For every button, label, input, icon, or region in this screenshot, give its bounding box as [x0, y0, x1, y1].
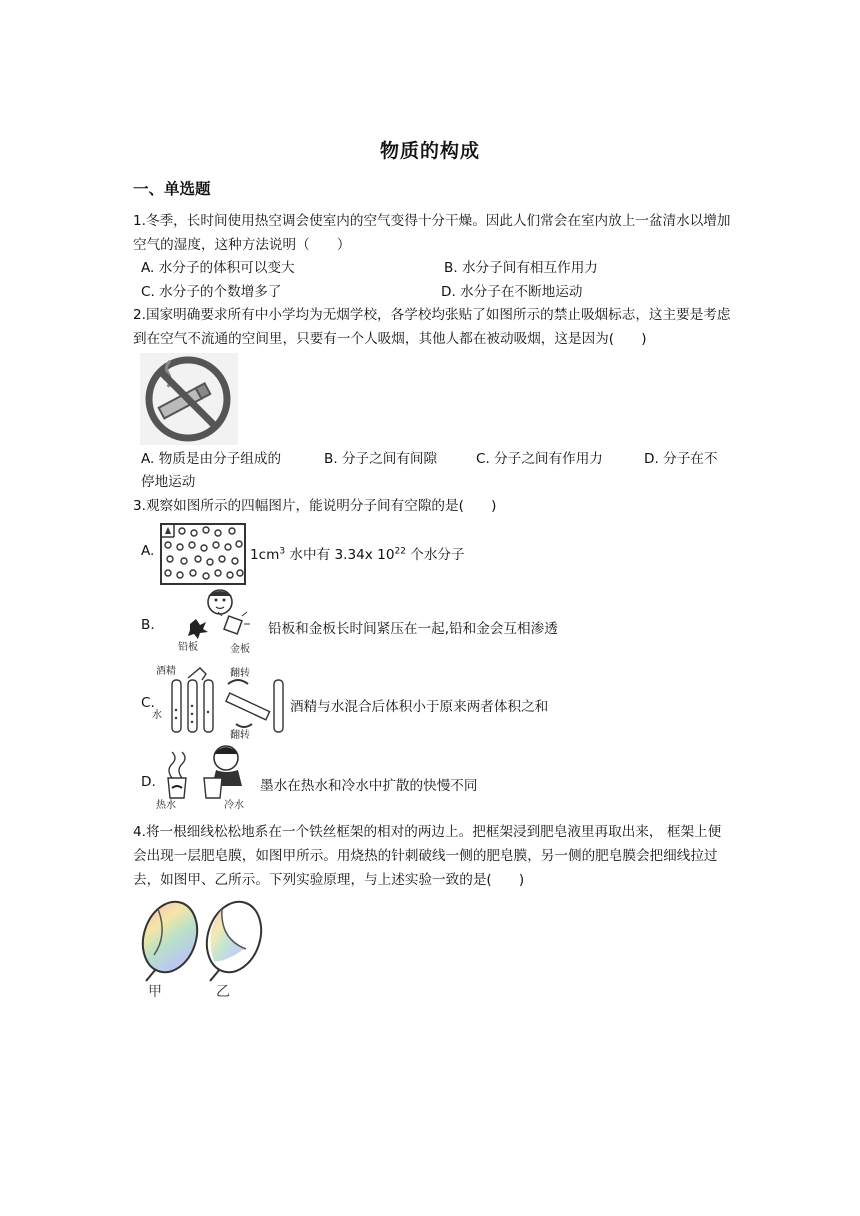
q2-option-b[interactable]: B. 分子之间有间隙 — [324, 451, 438, 467]
question-4-stem: 4.将一根细线松松地系在一个铁丝框架的相对的两边上。把框架浸到肥皂液里再取出来， 框架上便会出现一层肥皂膜，如图甲所示。用烧热的针刺破线一侧的肥皂膜，另一侧的肥皂膜会把细线拉过去，如图甲、乙所示。下列实验原理，与上述实验一致的是( ) — [133, 824, 722, 888]
q1-option-a[interactable]: A. 水分子的体积可以变大 — [141, 260, 295, 276]
svg-text:热水: 热水 — [156, 800, 176, 810]
page-title: 物质的构成 — [379, 140, 480, 162]
water-molecules-box-icon — [160, 523, 246, 585]
svg-text:铅板: 铅板 — [178, 642, 198, 653]
q2-option-c[interactable]: C. 分子之间有作用力 — [476, 451, 603, 467]
q3-option-d-label[interactable]: D. — [141, 774, 156, 790]
question-3-stem: 3.观察如图所示的四幅图片，能说明分子间有空隙的是( ) — [133, 498, 497, 514]
svg-text:酒精: 酒精 — [156, 666, 176, 677]
svg-text:冷水: 冷水 — [224, 800, 244, 810]
lead-gold-plates-icon — [172, 588, 262, 658]
question-2-stem: 2.国家明确要求所有中小学均为无烟学校，各学校均张贴了如图所示的禁止吸烟标志，这主要是考虑到在空气不流通的空间里，只要有一个人吸烟，其他人都在被动吸烟，这是因为( ) — [133, 307, 731, 347]
svg-text:乙: 乙 — [216, 984, 230, 999]
q1-option-b[interactable]: B. 水分子间有相互作用力 — [444, 260, 598, 276]
q3-option-a-label[interactable]: A. — [141, 543, 155, 559]
svg-text:翻转: 翻转 — [230, 730, 250, 740]
q3-option-b-text: 铅板和金板长时间紧压在一起,铅和金会互相渗透 — [268, 621, 558, 637]
section-heading: 一、单选题 — [133, 180, 211, 198]
no-smoking-sign-icon — [140, 353, 238, 445]
ink-diffusion-cups-icon — [154, 744, 256, 810]
q3-option-c-text: 酒精与水混合后体积小于原来两者体积之和 — [290, 699, 549, 715]
svg-text:水: 水 — [152, 710, 162, 721]
q3-option-d-text: 墨水在热水和冷水中扩散的快慢不同 — [260, 778, 478, 794]
q2-option-a[interactable]: A. 物质是由分子组成的 — [141, 451, 282, 467]
svg-text:翻转: 翻转 — [230, 668, 250, 679]
soap-film-frames-icon — [136, 895, 272, 999]
q3-option-b-label[interactable]: B. — [141, 617, 155, 633]
svg-text:甲: 甲 — [148, 984, 162, 999]
q3-option-c-label[interactable]: C. — [141, 695, 155, 711]
q2-option-d[interactable]: D. 分子在不 — [644, 451, 718, 467]
question-1-stem: 1.冬季，长时间使用热空调会使室内的空气变得十分干燥。因此人们常会在室内放上一盆清水以增加空气的湿度，这种方法说明（ ） — [133, 213, 731, 253]
q1-option-d[interactable]: D. 水分子在不断地运动 — [441, 284, 583, 300]
q2-option-d-continued: 停地运动 — [141, 474, 196, 490]
alcohol-water-mixing-icon — [152, 664, 292, 740]
q1-option-c[interactable]: C. 水分子的个数增多了 — [141, 284, 282, 300]
q3-option-a-text: $1cm^3$ 水中有 3.34x $10^{22}$ 个水分子 — [250, 546, 465, 563]
svg-text:金板: 金板 — [230, 644, 250, 655]
